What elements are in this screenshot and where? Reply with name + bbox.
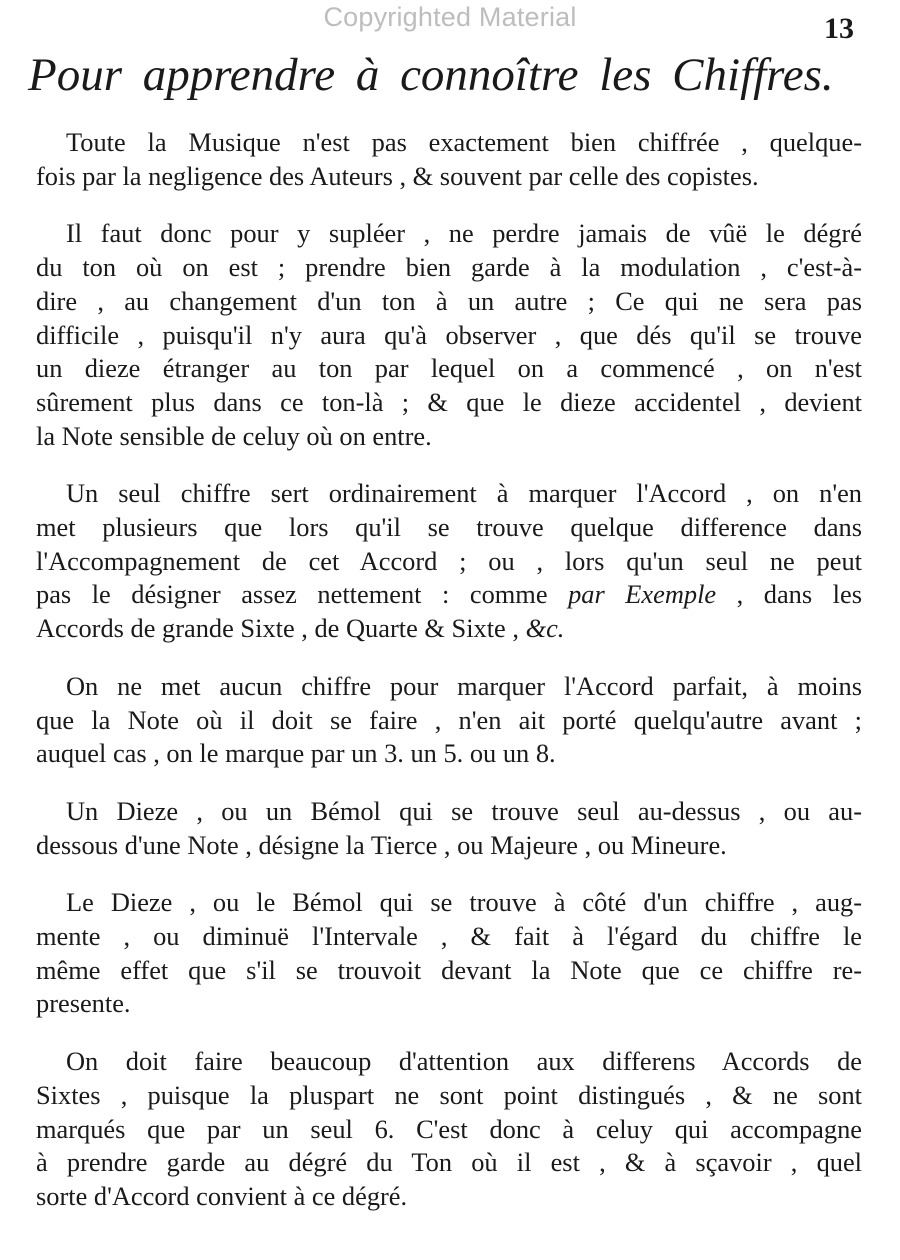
paragraph (36, 670, 862, 771)
text-line: même effet que s'il se trouvoit devant la Note que ce chiffre re- (36, 954, 862, 985)
text-line: marqués que par un seul 6. C'est donc à celuy qui accompagne (36, 1113, 862, 1144)
text-line: mente , ou diminuë l'Intervale , & fait à l'égard du chiffre le (36, 921, 862, 952)
text-line: difficile , puisqu'il n'y aura qu'à observer , que dés qu'il se trouve (36, 319, 862, 350)
paragraph (36, 795, 862, 862)
page-body (36, 126, 862, 1238)
paragraph (36, 217, 862, 453)
text-line: sorte d'Accord convient à ce dégré. (36, 1180, 408, 1211)
text-line: Toute la Musique n'est pas exactement bien chiffrée , quelque- (66, 127, 862, 157)
text-line: à prendre garde au dégré du Ton où il est , & à sçavoir , quel (36, 1147, 862, 1178)
text-line: Un seul chiffre sert ordinairement à marquer l'Accord , on n'en (66, 478, 862, 509)
text-line: On ne met aucun chiffre pour marquer l'Accord parfait, à moins (66, 670, 862, 701)
text-line: dire , au changement d'un ton à un autre ; Ce qui ne sera pas (36, 285, 862, 316)
text-line: Le Dieze , ou le Bémol qui se trouve à côté d'un chiffre , aug- (66, 887, 862, 918)
text-line: auquel cas , on le marque par un 3. un 5. ou un 8. (36, 738, 556, 769)
text-line: Un Dieze , ou un Bémol qui se trouve seul au-dessus , ou au- (66, 795, 862, 826)
page-number: 13 (824, 12, 854, 45)
text-line: l'Accompagnement de cet Accord ; ou , lors qu'un seul ne peut (36, 545, 862, 576)
paragraph (36, 126, 862, 193)
text-line: pas le désigner assez nettement : comme par Exemple , dans les (36, 579, 862, 610)
text-line: que la Note où il doit se faire , n'en ait porté quelqu'autre avant ; (36, 704, 862, 735)
paragraph (36, 1045, 862, 1214)
text-line: du ton où on est ; prendre bien garde à la modulation , c'est-à- (36, 252, 862, 283)
paragraph (36, 886, 862, 1021)
text-line: presente. (36, 988, 131, 1019)
text-line: Accords de grande Sixte , de Quarte & Sixte , &c. (36, 613, 565, 644)
paragraph (36, 477, 862, 646)
text-line: sûrement plus dans ce ton-là ; & que le dieze accidentel , devient (36, 386, 862, 417)
text-line: Il faut donc pour y supléer , ne perdre jamais de vûë le dégré (66, 218, 862, 249)
text-line: On doit faire beaucoup d'attention aux differens Accords de (66, 1046, 862, 1077)
text-line: Sixtes , puisque la pluspart ne sont point distingués , & ne sont (36, 1079, 862, 1110)
copyright-watermark: Copyrighted Material (323, 2, 577, 32)
page-title: Pour apprendre à connoître les Chiffres. (28, 49, 834, 101)
text-line: la Note sensible de celuy où on entre. (36, 420, 432, 451)
text-line: un dieze étranger au ton par lequel on a commencé , on n'est (36, 353, 862, 384)
text-line: dessous d'une Note , désigne la Tierce , ou Majeure , ou Mineure. (36, 829, 727, 860)
text-line: met plusieurs que lors qu'il se trouve quelque difference dans (36, 512, 862, 543)
text-line: fois par la negligence des Auteurs , & souvent par celle des copistes. (36, 160, 759, 191)
